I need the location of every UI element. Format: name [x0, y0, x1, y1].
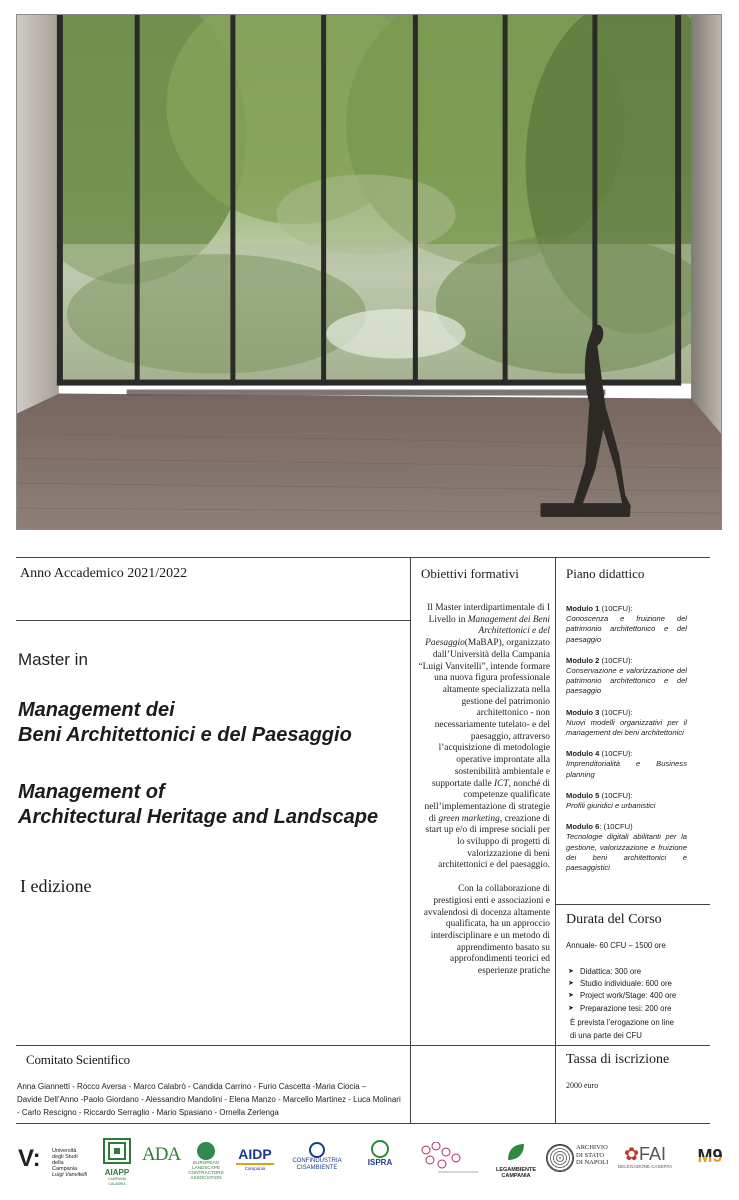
- arrow-icon: ➤: [568, 980, 574, 988]
- logo-elca: [184, 1142, 228, 1180]
- modulo-title: [566, 708, 687, 718]
- durata-item-label: Studio individuale: 600 ore: [580, 979, 672, 989]
- legambiente-line2: CAMPANIA: [501, 1173, 531, 1179]
- ispra-name: ISPRA: [367, 1158, 393, 1167]
- archivio-line2: DI STATO: [576, 1151, 605, 1159]
- edition: I edizione: [20, 876, 92, 896]
- divider-left-upper: [16, 620, 410, 621]
- logo-ispra: [360, 1140, 400, 1168]
- elca-circle-icon: [197, 1142, 215, 1160]
- vanvitelli-line3: della Campania: [52, 1160, 78, 1172]
- confindustria-line1: CONFINDUSTRIA: [292, 1158, 342, 1164]
- logo-legambiente: [490, 1142, 542, 1179]
- hero-photo: [16, 14, 722, 530]
- fai-name: FAI: [639, 1144, 667, 1164]
- fai-sub: DELEGAZIONE CASERTA: [617, 1164, 673, 1169]
- modulo-desc: Conservazione e valorizzazione del patrimonio architettonico e del paesaggio: [566, 666, 687, 696]
- academic-year: Anno Accademico 2021/2022: [20, 566, 188, 581]
- archivio-line1: ARCHIVIO: [576, 1144, 608, 1151]
- modulo-title: [566, 749, 687, 759]
- modulo-name: Modulo 6: [566, 822, 600, 832]
- durata-note-line1: È prevista l’erogazione on line: [570, 1018, 675, 1027]
- durata-heading: Durata del Corso: [566, 912, 662, 927]
- arrow-icon: ➤: [568, 1004, 574, 1012]
- vanvitelli-line1: Università: [52, 1148, 77, 1154]
- gallery-window-photo: [17, 15, 721, 529]
- arrow-icon: ➤: [568, 992, 574, 1000]
- obiettivi-italic-title: Management dei Beni Architettonici e del Paesaggio: [425, 614, 550, 649]
- vanvitelli-v-icon: V:: [18, 1145, 41, 1172]
- aiapp-name: AIAPP: [104, 1168, 130, 1177]
- durata-item-label: Didattica: 300 ore: [580, 967, 642, 976]
- elca-line1: EUROPEAN: [193, 1160, 219, 1165]
- arrow-icon: ➤: [568, 968, 574, 975]
- modulo-cfu: (10CFU):: [599, 790, 633, 800]
- tassa-value: 2000 euro: [566, 1081, 599, 1090]
- elca-line4: ASSOCIATION: [190, 1175, 222, 1180]
- obiettivi-body: [418, 603, 550, 990]
- divider-col1: [410, 557, 411, 1123]
- modulo-name: Modulo 5: [566, 790, 600, 800]
- modulo-desc: Conoscenza e fruizione del patrimonio architettonico e del paesaggio: [566, 614, 687, 644]
- modulo-item: [566, 822, 687, 873]
- modulo-title: [566, 604, 687, 614]
- aiapp-maze-icon: [103, 1138, 131, 1164]
- aidp-sub: Campania: [244, 1166, 266, 1171]
- elca-line2: LANDSCAPE: [192, 1165, 220, 1170]
- ada-name: ADA: [142, 1144, 181, 1165]
- modulo-item: [566, 749, 687, 780]
- modulo-title: [566, 791, 687, 801]
- modulo-desc: Profili giuridici e urbanistici: [566, 801, 656, 811]
- title-english-line1: Management of: [18, 781, 165, 803]
- modulo-name: Modulo 4: [566, 749, 600, 759]
- obiettivi-italic-green: green marketing: [438, 813, 500, 824]
- divider-right-mid: [556, 904, 710, 905]
- obiettivi-paragraph-2: Con la collaborazione di prestigiosi enti e associazioni e avvalendosi di docenza altamente qualificata, ha un approccio interdisciplinare e un metodo di apprendimento basato su approfondimenti teorici ed esperienze pratiche: [423, 884, 550, 977]
- modulo-name: Modulo 1: [566, 604, 600, 613]
- modulo-name: Modulo 3: [566, 707, 600, 717]
- modulo-cfu: (10CFU):: [599, 749, 633, 759]
- modulo-desc: Tecnologie digitali abilitanti per la gestione, valorizzazione e fruizione dei beni architettonici e paesaggistici: [566, 832, 687, 873]
- divider-footer: [16, 1123, 710, 1124]
- title-italian-line1: Management dei: [18, 699, 175, 721]
- logo-aidp: [232, 1146, 278, 1171]
- network-dots-icon: [418, 1142, 480, 1176]
- logo-confindustria: [286, 1142, 348, 1172]
- durata-subtitle: Annuale- 60 CFU – 1500 ore: [566, 941, 666, 950]
- comitato-line1: Anna Giannetti - Rocco Aversa - Marco Calabrò - Candida Carrino - Furio Cascetta -Maria Ciocia –: [17, 1082, 367, 1091]
- logo-archivio: [546, 1144, 612, 1172]
- modulo-desc: Imprenditorialità e Business planning: [566, 759, 687, 779]
- modulo-cfu: (10CFU):: [599, 655, 633, 665]
- comitato-line3: - Carlo Rescigno - Riccardo Serraglio - Mario Spasiano - Ornella Zerlenga: [17, 1108, 279, 1117]
- ispra-emblem-icon: [371, 1140, 389, 1158]
- obiettivi-heading: Obiettivi formativi: [421, 566, 519, 581]
- durata-item: [568, 978, 676, 990]
- durata-item: [568, 966, 676, 978]
- durata-item-label: Preparazione tesi: 200 ore: [580, 1003, 672, 1013]
- archivio-line3: DI NAPOLI: [576, 1159, 609, 1166]
- obiettivi-paragraph-1: [418, 603, 550, 872]
- confindustria-line2: CISAMBIENTE: [296, 1165, 338, 1171]
- divider-bottom: [16, 1045, 710, 1046]
- title-english: [18, 780, 378, 830]
- modulo-desc: Nuovi modelli organizzativi per il management dei beni architettonici: [566, 717, 687, 738]
- logo-network: [414, 1142, 484, 1181]
- logo-vanvitelli: [18, 1146, 88, 1178]
- modulo-cfu: (10CFU):: [599, 707, 633, 717]
- elca-line3: CONTRACTORS: [188, 1170, 224, 1175]
- modulo-cfu: : (10CFU): [599, 822, 633, 832]
- divider-col2: [555, 557, 556, 1123]
- modulo-name: Modulo 2: [566, 655, 600, 665]
- title-english-line2: Architectural Heritage and Landscape: [18, 806, 379, 828]
- title-italian: [18, 698, 352, 748]
- durata-item: [568, 990, 676, 1002]
- durata-note: [570, 1017, 674, 1042]
- vanvitelli-line4: Luigi Vanvitelli: [52, 1172, 87, 1178]
- logo-fai: [614, 1144, 676, 1169]
- modulo-title: [566, 822, 687, 832]
- obiettivi-text-a: Il Master interdipartimentale di I Livello in: [427, 603, 550, 625]
- master-label: Master in: [18, 650, 88, 669]
- modulo-item: [566, 656, 687, 697]
- comitato-line2: Davide Dell’Anno -Paolo Giordano - Alessandro Mandolini - Elena Manzo - Marcello Martinez - Luca Molinari: [17, 1095, 401, 1104]
- obiettivi-text-c: , nonché di competenze qualificate nell’implementazione di strategie di: [424, 778, 550, 824]
- comitato-heading: Comitato Scientifico: [26, 1052, 130, 1067]
- modulo-title: [566, 656, 687, 666]
- divider-top: [16, 557, 710, 558]
- partner-logos: [0, 1132, 739, 1192]
- title-italian-line2: Beni Architettonici e del Paesaggio: [18, 724, 352, 746]
- confindustria-emblem-icon: [309, 1142, 325, 1158]
- modulo-item: [566, 604, 687, 645]
- obiettivi-italic-ict: ICT: [494, 778, 509, 789]
- durata-item-label: Project work/Stage: 400 ore: [580, 991, 677, 1001]
- durata-note-line2: di una parte dei CFU: [570, 1030, 642, 1040]
- modulo-item: [566, 791, 687, 811]
- tassa-heading: Tassa di iscrizione: [566, 1052, 670, 1067]
- obiettivi-text-d: , creazione di start up e/o di imprese sociali per lo sviluppo di progetti di valorizzazione di beni architettonici e del paesaggio.: [425, 813, 550, 871]
- aiapp-sub: CAMPANIA CALABRIA: [107, 1177, 127, 1186]
- moduli-list: [566, 604, 687, 884]
- archivio-seal-icon: [546, 1144, 574, 1172]
- m9-name: M9: [690, 1146, 730, 1166]
- fai-flower-icon: ✿: [623, 1144, 640, 1164]
- modulo-item: [566, 708, 687, 739]
- logo-ada: [142, 1144, 181, 1166]
- aidp-bar: [236, 1163, 274, 1165]
- modulo-cfu: (10CFU):: [599, 604, 633, 613]
- obiettivi-text-b: (MaBAP), organizzato dall’Università della Campania “Luigi Vanvitelli”, intende formare una nuova figura professionale altamente specializzata nella gestione del patrimonio architettonico - non necessariamente tutelato- e del paesaggio, attraverso l’acquisizione di metodologie operative improntate alla sostenibilità ambientale e supportate dalle: [418, 638, 550, 789]
- aidp-name: AIDP: [238, 1146, 272, 1162]
- durata-list: [568, 966, 676, 1015]
- logo-aiapp: [100, 1138, 134, 1187]
- vanvitelli-line2: degli Studi: [52, 1154, 78, 1160]
- legambiente-line1: LEGAMBIENTE: [495, 1167, 537, 1173]
- piano-heading: Piano didattico: [566, 566, 645, 581]
- durata-item: [568, 1003, 676, 1015]
- comitato-members: [17, 1080, 412, 1119]
- logo-m9: [690, 1146, 730, 1166]
- legambiente-leaf-icon: [506, 1142, 526, 1162]
